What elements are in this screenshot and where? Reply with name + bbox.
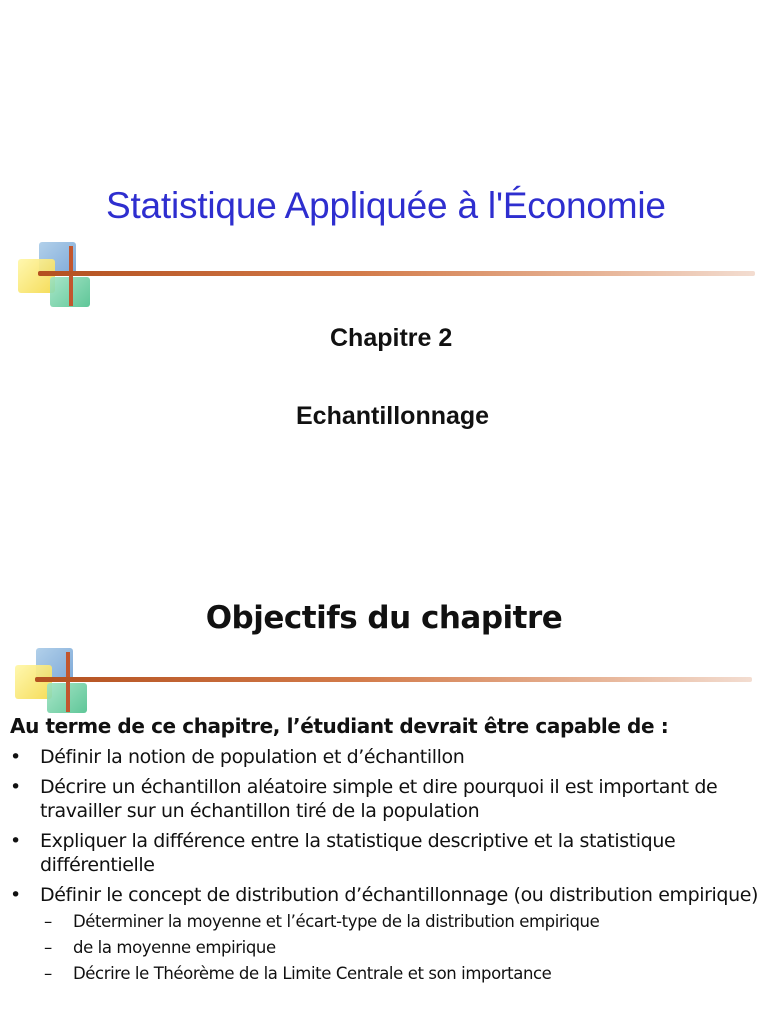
sub-objectives-list <box>40 911 760 984</box>
chapter-label: Chapitre 2 <box>330 324 453 352</box>
objectives-intro: Au terme de ce chapitre, l’étudiant devrait être capable de : <box>10 714 669 738</box>
list-item: • Définir la notion de population et d’échantillon <box>10 745 760 769</box>
sub-list-item: – Déterminer la moyenne et l’écart-type de la distribution empirique <box>40 911 760 932</box>
list-item: • Expliquer la différence entre la statistique descriptive et la statistique différentielle <box>10 829 760 877</box>
list-item-text: Définir le concept de distribution d’échantillonnage (ou distribution empirique) <box>40 884 759 906</box>
list-item <box>10 883 760 984</box>
slide1-title: Statistique Appliquée à l'Économie <box>106 185 666 226</box>
objectives-divider <box>35 677 752 682</box>
sub-list-item: – Décrire le Théorème de la Limite Centrale et son importance <box>40 963 760 984</box>
title-divider <box>38 271 755 276</box>
slide2-title: Objectifs du chapitre <box>205 600 563 636</box>
sub-list-item: – de la moyenne empirique <box>40 937 760 958</box>
overlapping-squares-logo-icon <box>15 648 90 716</box>
chapter-subtitle: Echantillonnage <box>296 402 490 430</box>
list-item: • Décrire un échantillon aléatoire simple et dire pourquoi il est important de travailler sur un échantillon tiré de la population <box>10 775 760 823</box>
overlapping-squares-logo-icon <box>18 242 93 310</box>
objectives-list <box>10 745 760 990</box>
